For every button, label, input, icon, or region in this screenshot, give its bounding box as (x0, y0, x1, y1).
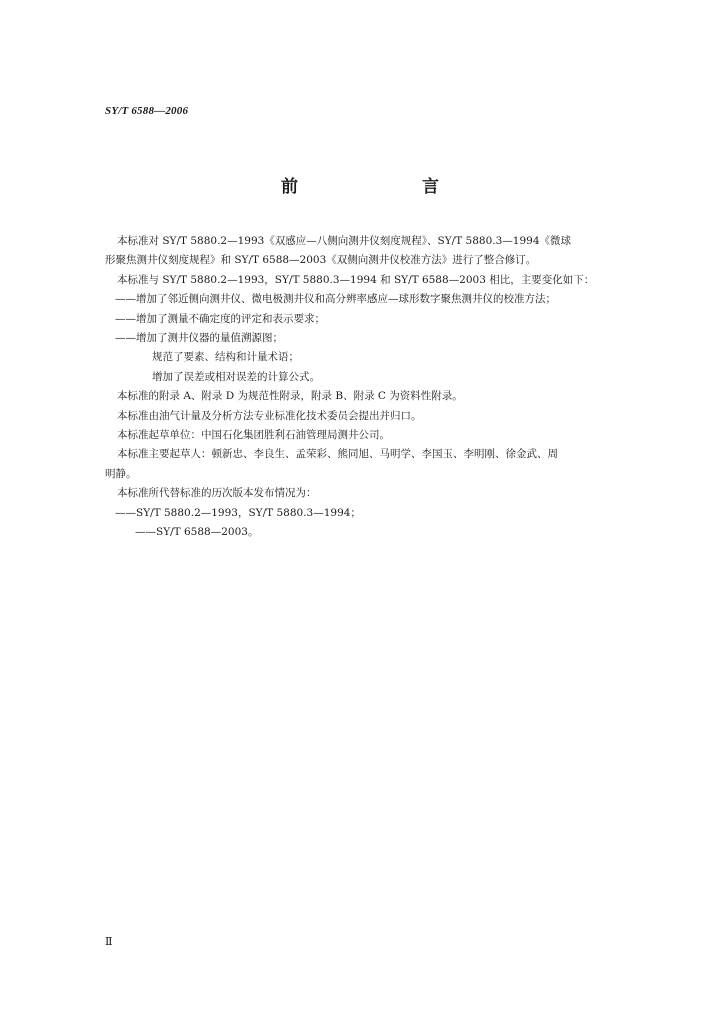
foreword-body (105, 232, 653, 543)
list-item: ——SY/T 5880.2—1993，SY/T 5880.3—1994； (115, 506, 361, 519)
paragraph-line: 本标准起草单位：中国石化集团胜利石油管理局测井公司。 (117, 429, 390, 442)
paragraph-line: 本标准与 SY/T 5880.2—1993，SY/T 5880.3—1994 和 SY/T 6588—2003 相比，主要变化如下： (117, 273, 595, 286)
list-item: ——SY/T 6588—2003。 (135, 526, 259, 539)
list-item: 规范了要素、结构和计量术语； (152, 351, 299, 364)
page-number: Ⅱ (105, 936, 113, 948)
paragraph-line: 本标准所代替标准的历次版本发布情况为： (117, 487, 317, 500)
list-item: ——增加了邻近侧向测井仪、微电极测井仪和高分辨率感应—球形数字聚焦测井仪的校准方法； (115, 293, 556, 306)
paragraph-line: 本标准主要起草人：顿新忠、李良生、孟荣彩、熊同旭、马明学、李国玉、李明刚、徐金武、周 (117, 448, 558, 461)
paragraph-line: 本标准由油气计量及分析方法专业标准化技术委员会提出并归口。 (117, 409, 422, 422)
paragraph-line: 明静。 (105, 467, 137, 480)
list-item: 增加了误差或相对误差的计算公式。 (152, 370, 320, 383)
paragraph-line: 形聚焦测井仪刻度规程》和 SY/T 6588—2003《双侧向测井仪校准方法》进行了整合修订。 (105, 254, 537, 267)
paragraph-line: 本标准的附录 A、附录 D 为规范性附录，附录 B、附录 C 为资料性附录。 (117, 390, 463, 403)
page-title: 前 言 (281, 177, 469, 197)
paragraph-line: 本标准对 SY/T 5880.2—1993《双感应—八侧向测井仪刻度规程》、SY/T 5880.3—1994《微球 (117, 235, 572, 247)
list-item: ——增加了测井仪器的量值溯源图； (115, 332, 283, 345)
list-item: ——增加了测量不确定度的评定和表示要求； (115, 312, 325, 325)
standard-code-header: SY/T 6588—2006 (105, 105, 189, 117)
